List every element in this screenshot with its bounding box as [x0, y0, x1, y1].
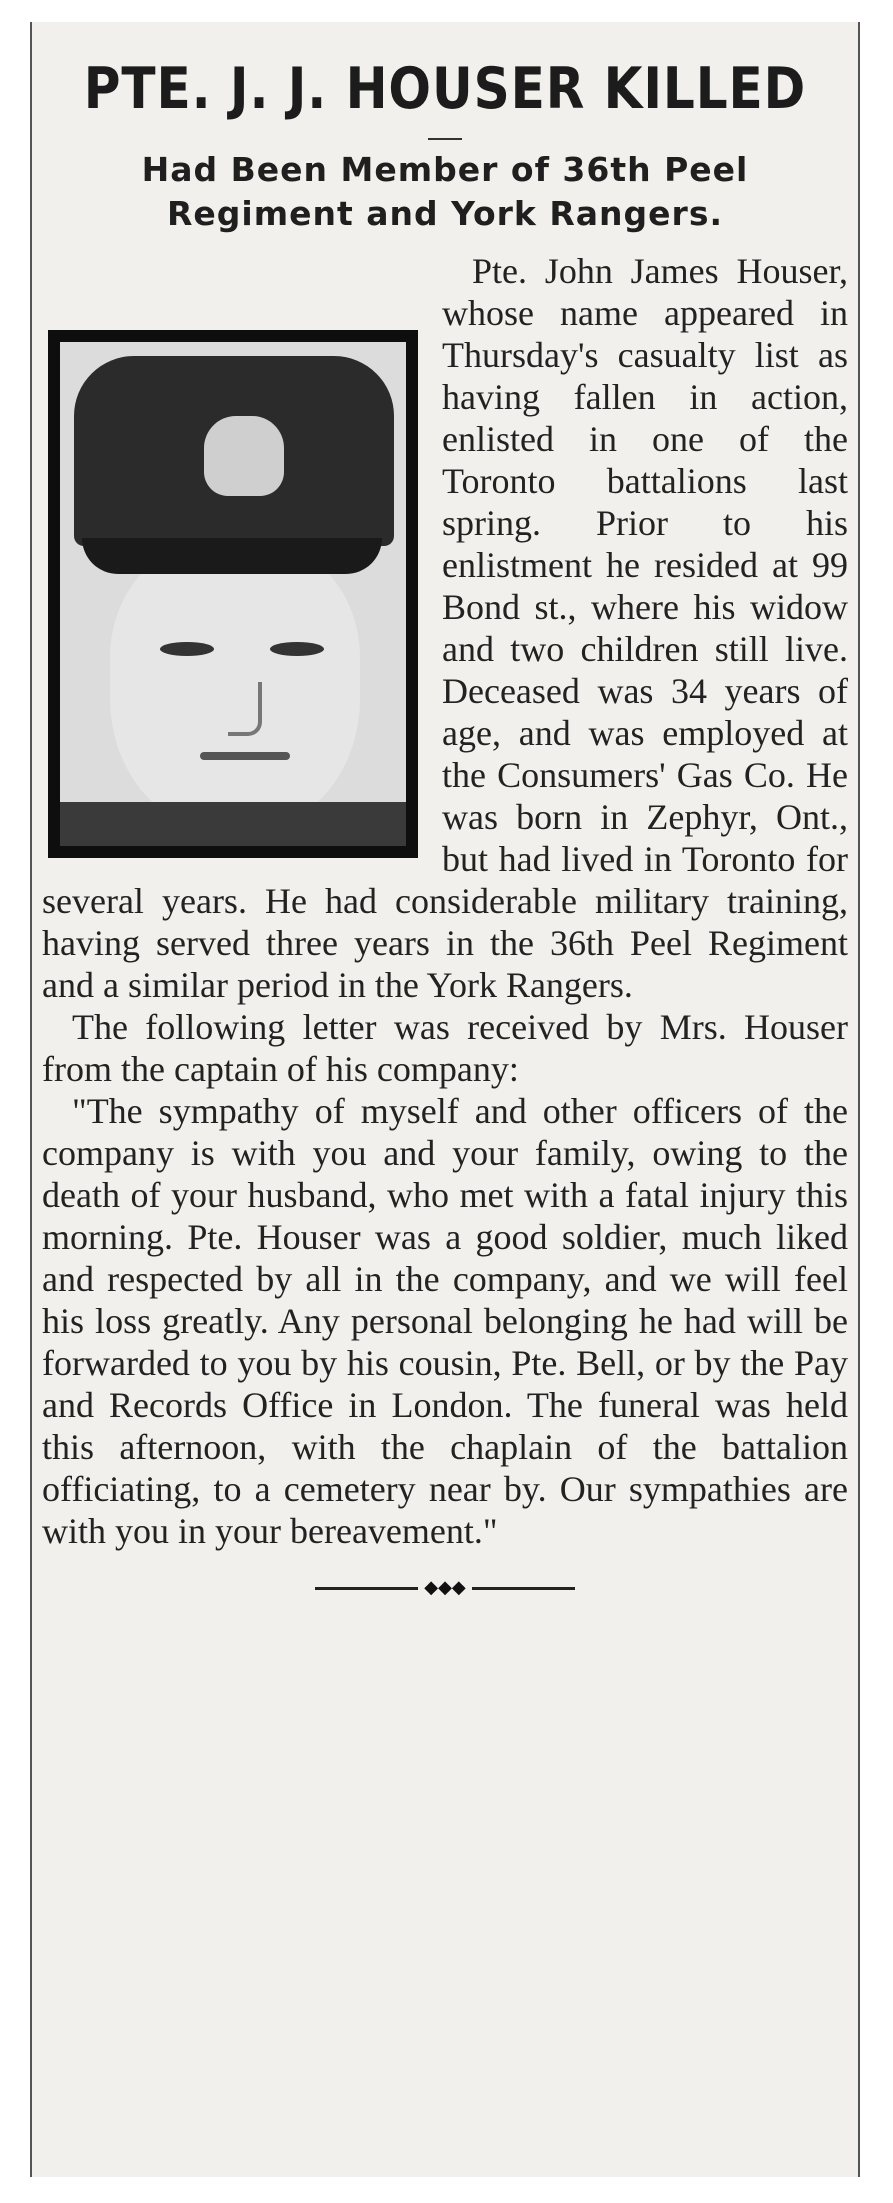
visor-shape [82, 538, 382, 574]
left-eye [160, 642, 214, 656]
subheadline [46, 148, 844, 236]
paragraph-3: "The sympathy of myself and other officers of the company is with you and your family, owing to the death of your husband, who met with a fatal injury this morning. Pte. Houser was a good soldier, much liked and respected by all in the company, and we will feel his loss greatly. Any personal belonging he had will be forwarded to you by his cousin, Pte. Bell, or by the Pay and Records Office in London. The funeral was held this afternoon, with the chaplain of the battalion officiating, to a cemetery near by. Our sympathies are with you in your bereavement." [42, 1091, 848, 1551]
right-eye [270, 642, 324, 656]
paragraph-2: The following letter was received by Mrs. Houser from the captain of his company: [42, 1007, 848, 1089]
uniform-collar [60, 802, 406, 846]
cap-badge [204, 416, 284, 496]
article-body [42, 250, 848, 1552]
subheadline-line-1: Had Been Member of 36th Peel [141, 150, 749, 189]
soldier-portrait-image [48, 330, 418, 858]
paragraph-1: Pte. John James Houser, whose name appeared in Thursday's casualty list as having fallen in action, enlisted in one of the Toronto battalions last spring. Prior to his enlistment he resided at 99 Bond st., where his widow and two children still live. Deceased was 34 years of age, and was employed at the Consumers' Gas Co. He was born in Zephyr, Ont., but had lived in Toronto for several years. He had considerable military training, having served three years in the 36th Peel Regiment and a similar period in the York Rangers. [42, 251, 848, 1005]
nose [228, 682, 262, 736]
divider-ornament-icon: ◆◆◆ [418, 1578, 472, 1598]
cap-shape [74, 356, 394, 546]
portrait-frame [60, 342, 406, 846]
subheadline-line-2: Regiment and York Rangers. [167, 194, 723, 233]
mouth [200, 752, 290, 760]
newspaper-clipping [30, 22, 860, 2177]
headline-rule [428, 138, 462, 140]
ornamental-divider [315, 1578, 575, 1598]
headline: PTE. J. J. HOUSER KILLED [83, 56, 807, 122]
